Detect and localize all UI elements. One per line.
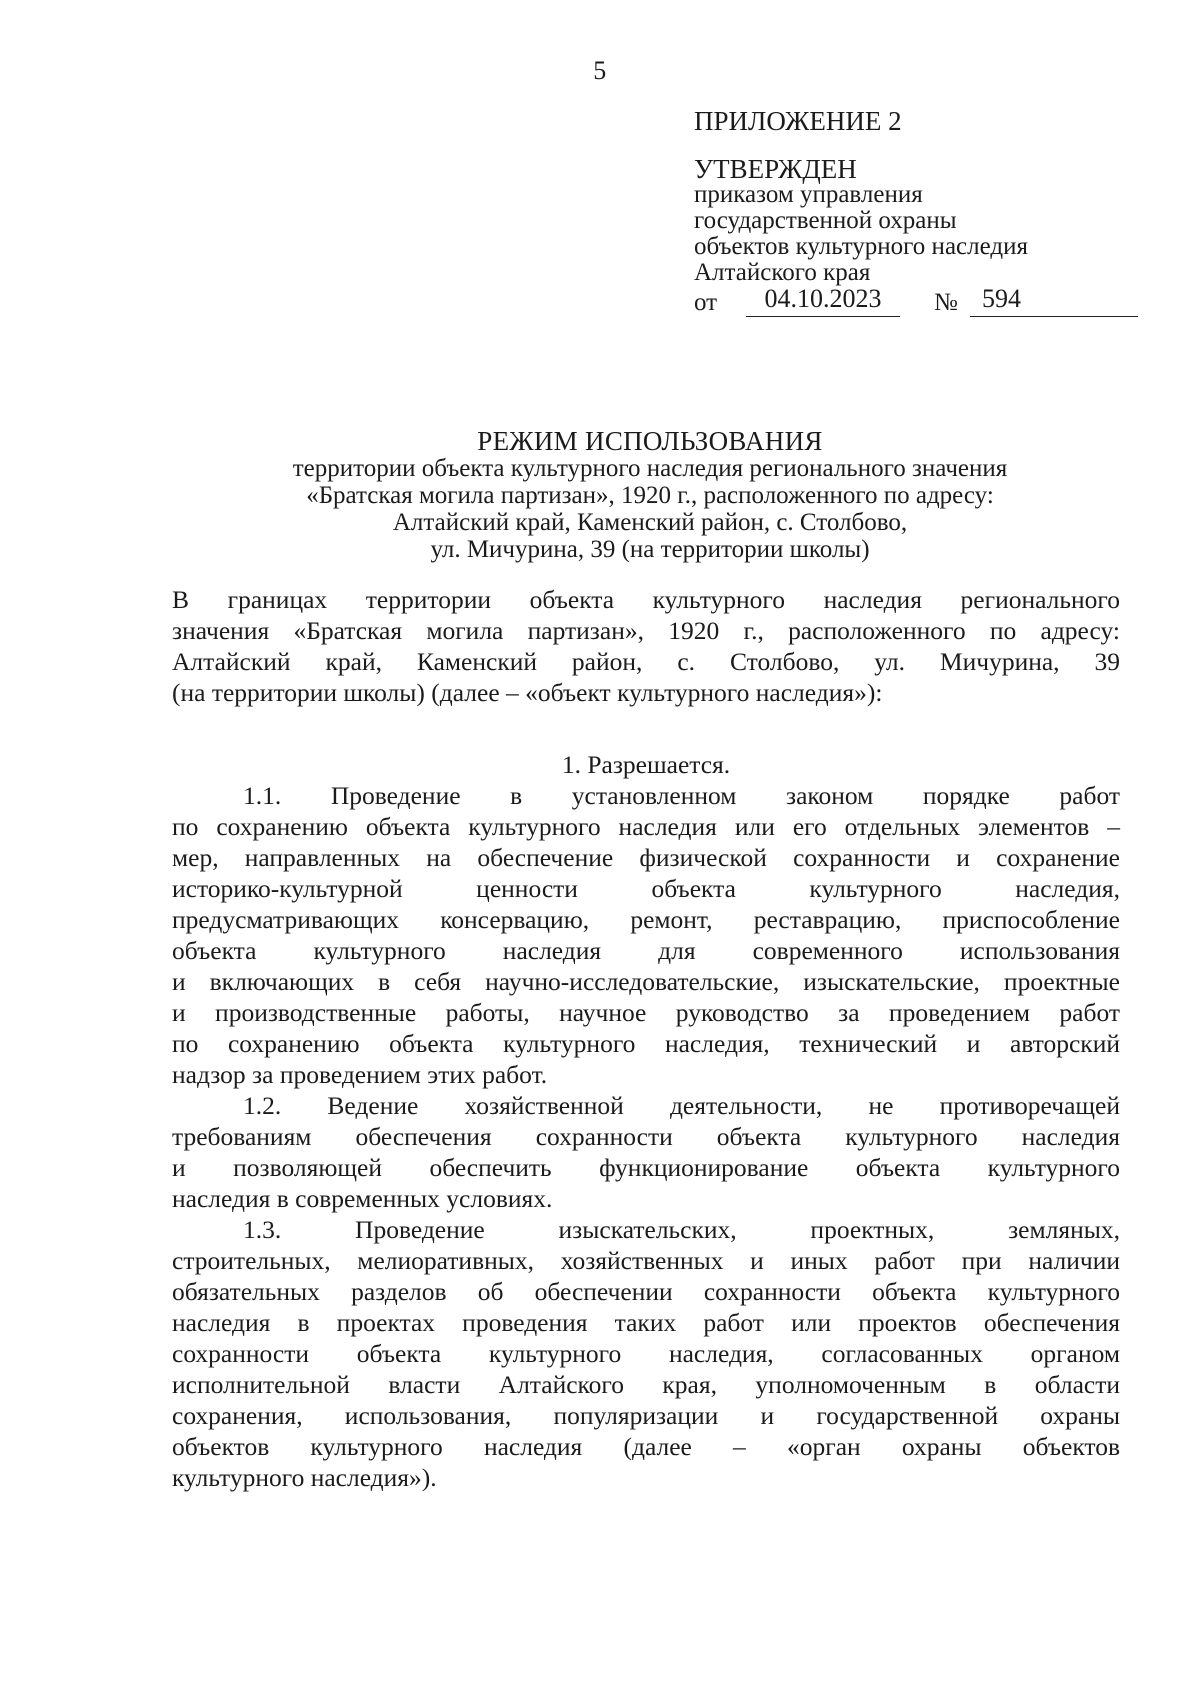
item-1-3-line: строительных, мелиоративных, хозяйственных и иных работ при наличии — [172, 1246, 1120, 1275]
intro-paragraph — [172, 584, 1120, 708]
order-line: приказом управления — [694, 181, 923, 208]
page-number: 5 — [593, 56, 607, 85]
item-1-2-line: и позволяющей обеспечить функционирование объекта культурного — [172, 1153, 1120, 1182]
text-line: Алтайский край, Каменский район, с. Столбово, ул. Мичурина, 39 — [172, 647, 1120, 676]
item-1-1-line: объекта культурного наследия для современного использования — [172, 936, 1120, 965]
document-title — [160, 428, 1140, 563]
item-1-1-line: по сохранению объекта культурного наследия, технический и авторский — [172, 1029, 1120, 1058]
item-1-3-line: исполнительной власти Алтайского края, уполномоченным в области — [172, 1370, 1120, 1399]
item-1-3-line: наследия в проектах проведения таких работ или проектов обеспечения — [172, 1308, 1120, 1337]
item-1-2-line: требованиям обеспечения сохранности объекта культурного наследия — [172, 1122, 1120, 1151]
title-line: «Братская могила партизан», 1920 г., расположенного по адресу: — [306, 482, 994, 509]
date-prefix: от — [694, 289, 718, 316]
item-1-2-line: 1.2. Ведение хозяйственной деятельности, не противоречащей — [243, 1091, 1120, 1120]
item-1-3-line: культурного наследия»). — [172, 1463, 437, 1492]
section-allowed — [172, 749, 1120, 1493]
text-line: значения «Братская могила партизан», 1920 г., расположенного по адресу: — [172, 616, 1120, 645]
item-1-3-line: объектов культурного наследия (далее – «орган охраны объектов — [172, 1432, 1120, 1461]
date-line — [694, 286, 1164, 320]
item-1-1-line: мер, направленных на обеспечение физической сохранности и сохранение — [172, 843, 1120, 872]
item-1-1-line: 1.1. Проведение в установленном законом порядке работ — [243, 781, 1120, 810]
title-line: территории объекта культурного наследия регионального значения — [292, 455, 1008, 482]
item-1-2-line: наследия в современных условиях. — [172, 1184, 553, 1213]
item-1-3-line: обязательных разделов об обеспечении сохранности объекта культурного — [172, 1277, 1120, 1306]
item-1-1-line: историко-культурной ценности объекта культурного наследия, — [172, 874, 1120, 903]
section-heading: 1. Разрешается. — [561, 750, 731, 779]
item-1-3-line: сохранности объекта культурного наследия, согласованных органом — [172, 1339, 1120, 1368]
item-1-1-line: и производственные работы, научное руководство за проведением работ — [172, 998, 1120, 1027]
appendix-label: ПРИЛОЖЕНИЕ 2 — [694, 106, 902, 136]
approved-label: УТВЕРЖДЕН — [694, 154, 857, 184]
approval-block — [694, 108, 1164, 320]
text-line: В границах территории объекта культурного наследия регионального — [172, 585, 1120, 614]
order-line: объектов культурного наследия — [694, 233, 1028, 260]
item-1-1-line: и включающих в себя научно-исследовательские, изыскательские, проектные — [172, 967, 1120, 996]
order-line: Алтайского края — [694, 259, 871, 286]
order-number: 594 — [970, 286, 1138, 317]
number-sign: № — [934, 289, 958, 316]
item-1-1-line: по сохранению объекта культурного наследия или его отдельных элементов – — [172, 812, 1120, 841]
title-line: ул. Мичурина, 39 (на территории школы) — [430, 536, 870, 563]
title-main: РЕЖИМ ИСПОЛЬЗОВАНИЯ — [477, 426, 823, 456]
item-1-1-line: надзор за проведением этих работ. — [172, 1060, 548, 1089]
item-1-1-line: предусматривающих консервацию, ремонт, реставрацию, приспособление — [172, 905, 1120, 934]
text-line: (на территории школы) (далее – «объект культурного наследия»): — [172, 678, 883, 707]
order-line: государственной охраны — [694, 207, 957, 234]
item-1-3-line: 1.3. Проведение изыскательских, проектных, земляных, — [243, 1215, 1120, 1244]
item-1-3-line: сохранения, использования, популяризации и государственной охраны — [172, 1401, 1120, 1430]
title-line: Алтайский край, Каменский район, с. Столбово, — [392, 509, 908, 536]
order-date: 04.10.2023 — [746, 286, 900, 317]
